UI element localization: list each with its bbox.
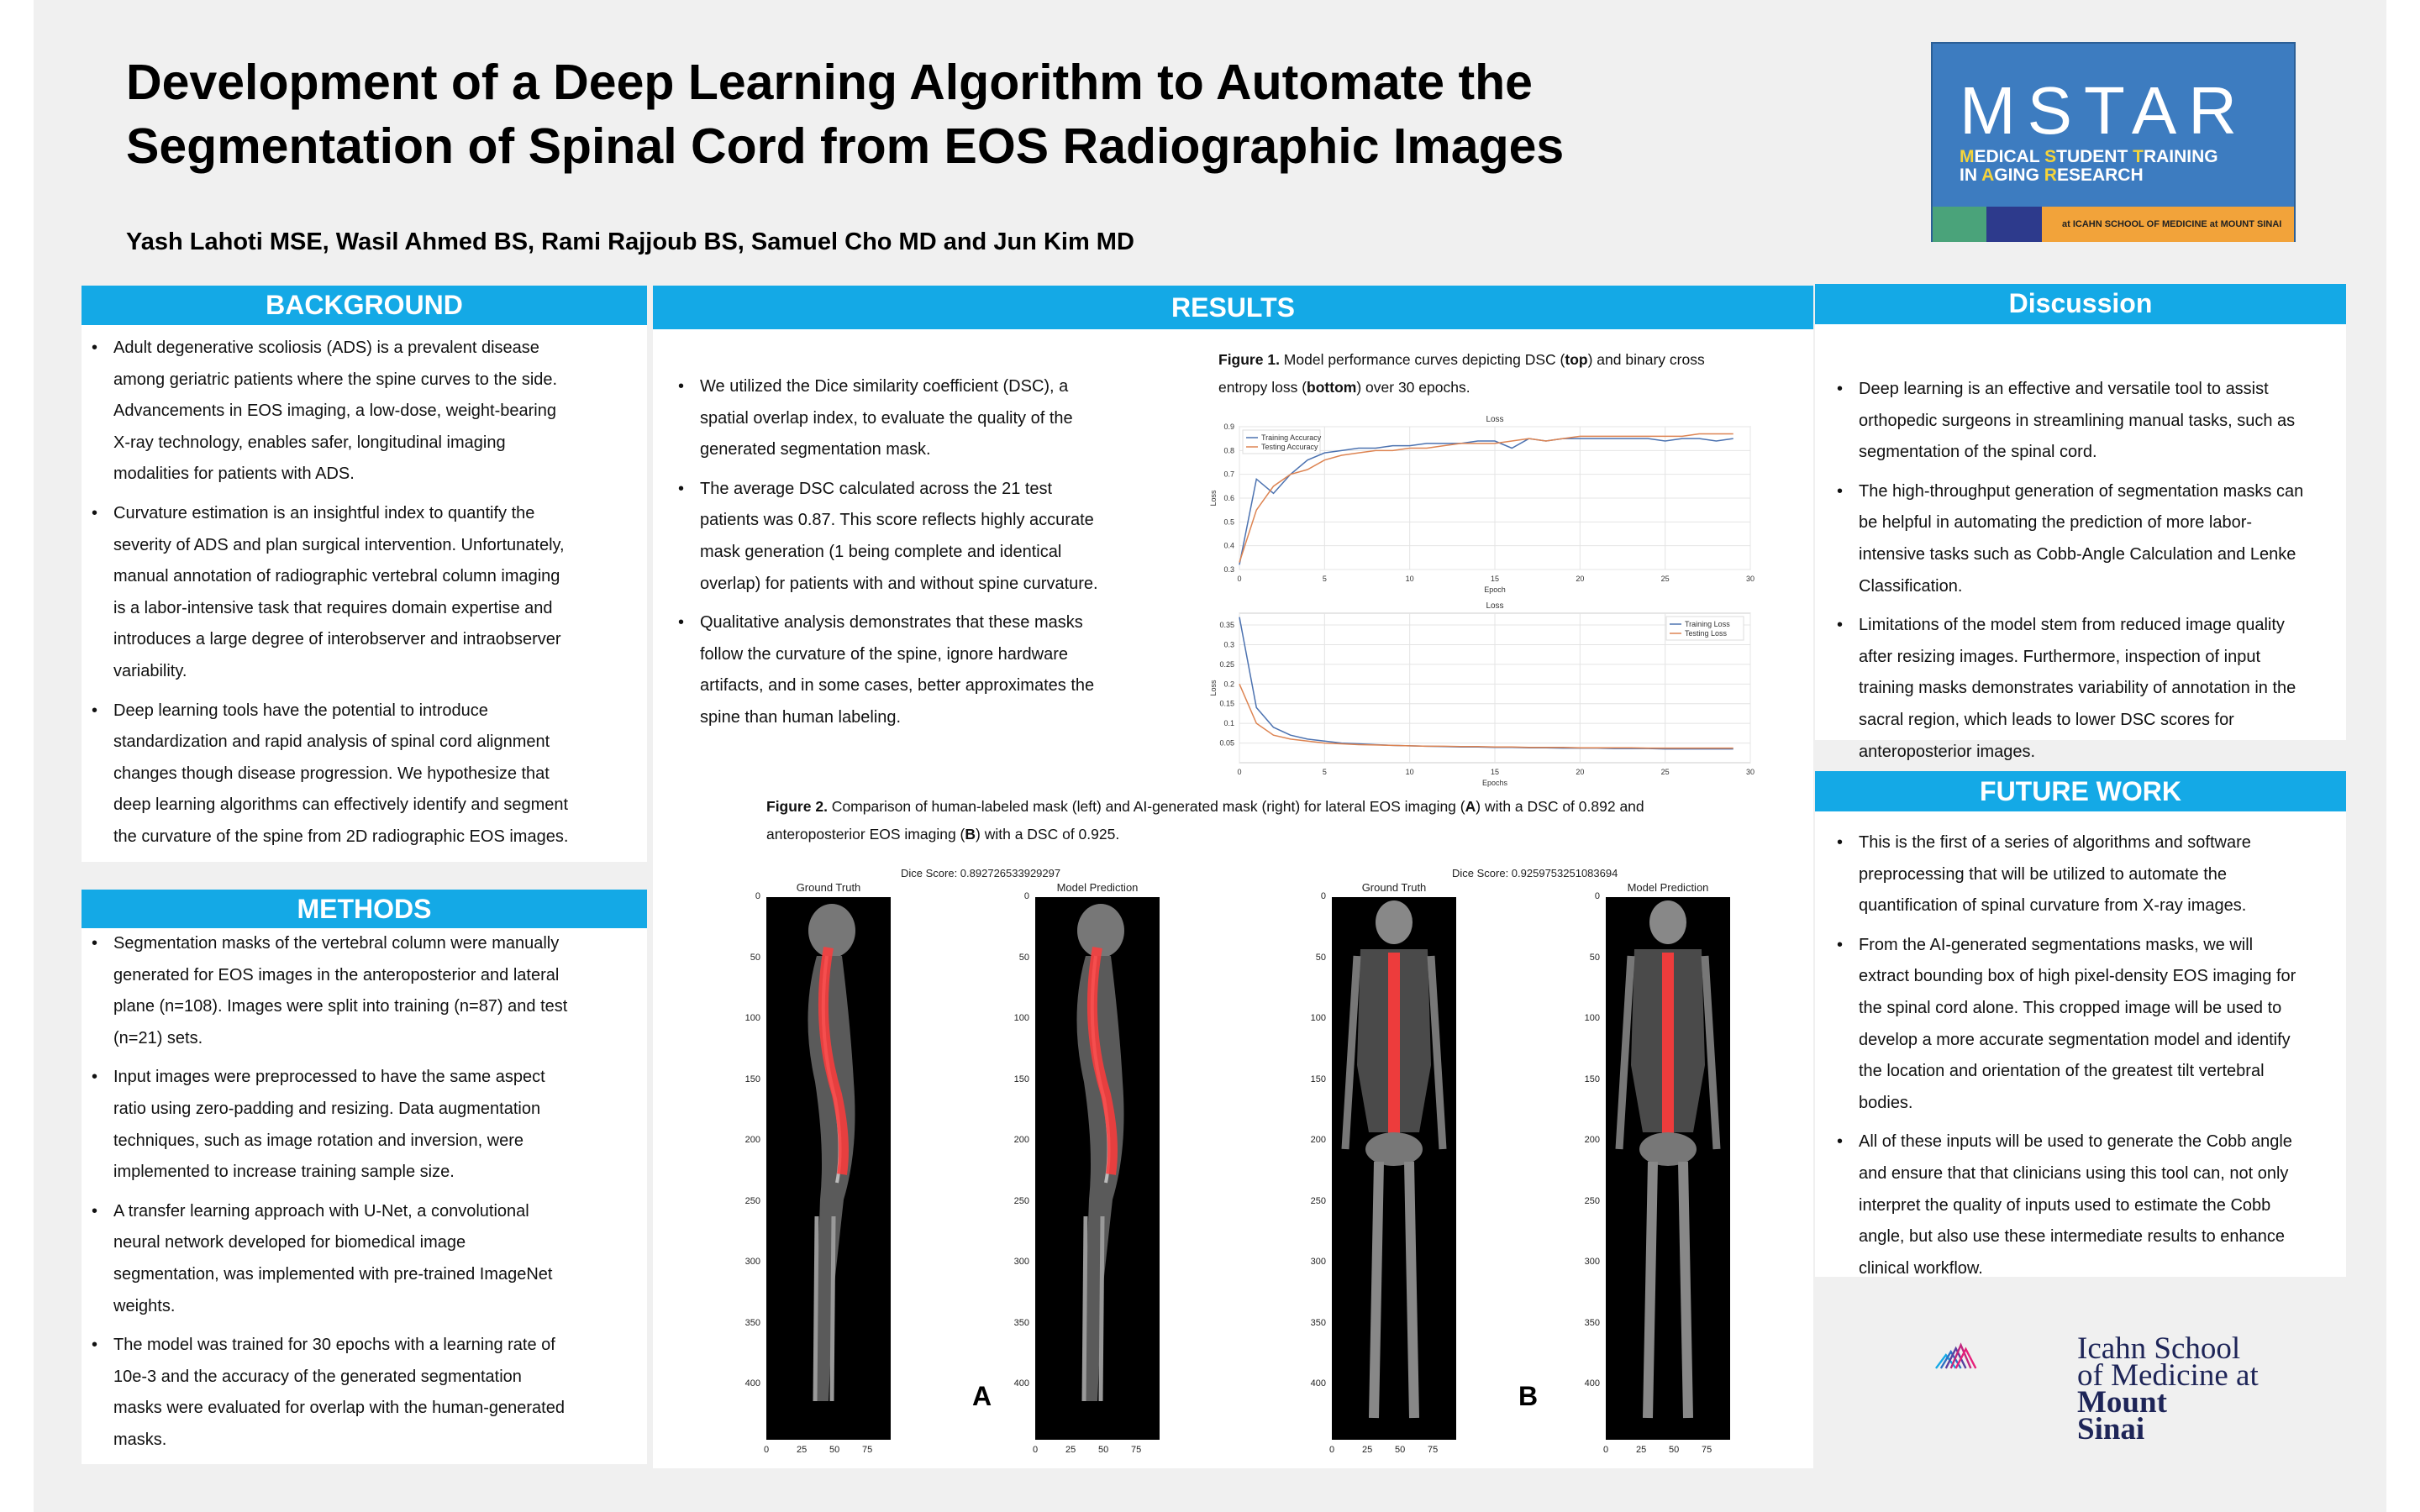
- y-tick-label: 150: [744, 1074, 760, 1084]
- icahn-line-2: of Medicine at: [2077, 1358, 2259, 1393]
- y-tick-label: 250: [1310, 1195, 1326, 1206]
- text-line: Segmentation masks of the vertebral column were manually: [113, 934, 560, 953]
- mstar-logo-text: MSTAR: [1960, 73, 2249, 148]
- y-axis-label: Loss: [1209, 680, 1218, 696]
- x-tick-label: 50: [1395, 1445, 1406, 1455]
- background-list: [82, 333, 647, 853]
- y-tick-label: 400: [1584, 1378, 1600, 1389]
- dice-score-a: Dice Score: 0.892726533929297: [901, 867, 1061, 879]
- x-tick-label: 0: [1033, 1445, 1039, 1455]
- logo-initial: M: [1960, 147, 1975, 166]
- mstar-logo-line-1: MEDICAL STUDENT TRAINING: [1960, 147, 2218, 166]
- y-tick-label: 0: [755, 891, 760, 901]
- text-line: Limitations of the model stem from reduced image quality: [1859, 616, 2285, 635]
- y-tick-label: 50: [1589, 952, 1600, 963]
- x-tick-label: 30: [1745, 768, 1755, 776]
- future-work-panel: [1815, 771, 2346, 1277]
- y-tick-label: 50: [1018, 952, 1029, 963]
- y-tick-label: 400: [744, 1378, 760, 1389]
- fig2-text-1a: Comparison of human-labeled mask (left) and AI-generated mask (right) for lateral EOS imaging (: [827, 798, 1465, 815]
- y-tick-label: 150: [1584, 1074, 1600, 1084]
- text-line: develop a more accurate segmentation model and identify: [1859, 1030, 2291, 1049]
- text-line: The high-throughput generation of segmentation masks can: [1859, 481, 2304, 501]
- logo-initial: R: [2044, 165, 2057, 185]
- text-line: the curvature of the spine from 2D radiographic EOS images.: [113, 827, 569, 846]
- y-tick-label: 0.05: [1219, 738, 1234, 748]
- future-work-heading: FUTURE WORK: [1815, 771, 2346, 811]
- y-tick-label: 350: [1310, 1317, 1326, 1328]
- fig1-bottom: bottom: [1307, 379, 1357, 396]
- text-line: the location and orientation of the greatest tilt vertebral: [1859, 1062, 2265, 1081]
- y-tick-label: 0.6: [1223, 494, 1234, 502]
- x-tick-label: 10: [1405, 575, 1414, 583]
- x-tick-label: 25: [1065, 1445, 1076, 1455]
- text-line: modalities for patients with ADS.: [113, 465, 355, 484]
- text-line: Adult degenerative scoliosis (ADS) is a prevalent disease: [113, 339, 539, 357]
- poster: [34, 0, 2386, 1512]
- list-item: [1827, 827, 2346, 922]
- text-line: Input images were preprocessed to have the same aspect: [113, 1068, 545, 1087]
- text-line: spatial overlap index, to evaluate the quality of the: [700, 408, 1073, 428]
- text-line: severity of ADS and plan surgical intervention. Unfortunately,: [113, 535, 565, 554]
- methods-panel: [82, 890, 647, 1464]
- fig2-label: Figure 2.: [766, 798, 828, 815]
- list-item: [1827, 930, 2346, 1120]
- text-line: angle, but also use these intermediate results to enhance: [1859, 1227, 2285, 1247]
- text-line: deep learning algorithms can effectively identify and segment: [113, 795, 569, 815]
- poster-title: [126, 50, 1857, 178]
- text-line: implemented to increase training sample size.: [113, 1163, 455, 1182]
- y-tick-label: 100: [1013, 1013, 1029, 1023]
- text-line: A transfer learning approach with U-Net, a convolutional: [113, 1201, 529, 1221]
- text-line: We utilized the Dice similarity coefficient (DSC), a: [700, 377, 1069, 396]
- results-heading: RESULTS: [653, 286, 1813, 329]
- mstar-logo-stripe: [1933, 207, 2294, 242]
- y-tick-label: 300: [1013, 1257, 1029, 1267]
- y-tick-label: 200: [1310, 1135, 1326, 1145]
- text-line: Qualitative analysis demonstrates that these masks: [700, 613, 1083, 633]
- y-tick-label: 0.7: [1223, 470, 1234, 479]
- authors: Yash Lahoti MSE, Wasil Ahmed BS, Rami Rajjoub BS, Samuel Cho MD and Jun Kim MD: [126, 228, 1134, 255]
- text-line: spine than human labeling.: [700, 707, 902, 727]
- text-line: extract bounding box of high pixel-density EOS imaging for: [1859, 967, 2296, 986]
- list-item: [82, 696, 647, 853]
- y-tick-label: 200: [744, 1135, 760, 1145]
- legend-label: Training Loss: [1685, 620, 1730, 628]
- title-line-1: Development of a Deep Learning Algorithm to Automate the: [126, 55, 1533, 110]
- x-axis-label: Epochs: [1481, 779, 1508, 787]
- x-tick-label: 20: [1576, 575, 1585, 583]
- mstar-logo: [1931, 42, 2296, 242]
- background-heading: BACKGROUND: [82, 286, 647, 325]
- text-line: masks were evaluated for overlap with the human-generated: [113, 1399, 565, 1418]
- y-tick-label: 50: [1315, 952, 1326, 963]
- y-tick-label: 0.1: [1223, 719, 1234, 728]
- methods-list: [82, 928, 647, 1457]
- text-line: masks.: [113, 1430, 167, 1449]
- y-tick-label: 200: [1013, 1135, 1029, 1145]
- x-tick-label: 50: [1669, 1445, 1680, 1455]
- x-tick-label: 75: [862, 1445, 873, 1455]
- x-tick-label: 25: [1636, 1445, 1647, 1455]
- text-line: segmentation of the spinal cord.: [1859, 443, 2097, 462]
- y-tick-label: 0.35: [1219, 621, 1234, 630]
- stripe-navy: [1986, 207, 2042, 242]
- x-tick-label: 0: [764, 1445, 770, 1455]
- x-tick-label: 10: [1405, 768, 1414, 776]
- y-tick-label: 300: [1584, 1257, 1600, 1267]
- text-line: variability.: [113, 661, 187, 680]
- xray-body-drawing: [1332, 897, 1456, 1440]
- list-item: [1827, 1126, 2346, 1284]
- x-tick-label: 20: [1576, 768, 1585, 776]
- list-item: [1827, 476, 2346, 602]
- text-line: standardization and rapid analysis of spinal cord alignment: [113, 732, 550, 752]
- xray-body-drawing: [1035, 897, 1160, 1440]
- y-tick-label: 0.4: [1223, 541, 1234, 550]
- x-axis-label: Epoch: [1484, 585, 1506, 594]
- text-line: mask generation (1 being complete and identical: [700, 542, 1062, 561]
- text-line: neural network developed for biomedical image: [113, 1233, 466, 1252]
- chart-title: Loss: [1486, 601, 1504, 611]
- dice-score-b: Dice Score: 0.9259753251083694: [1452, 867, 1618, 879]
- text-line: segmentation, was implemented with pre-trained ImageNet: [113, 1264, 553, 1284]
- text-line: introduces a large degree of interobserver and intraobserver: [113, 630, 561, 649]
- text-line: changes though disease progression. We hypothesize that: [113, 764, 550, 783]
- y-tick-label: 100: [1584, 1013, 1600, 1023]
- chart-title: Loss: [1486, 415, 1504, 424]
- legend-label: Testing Loss: [1685, 629, 1728, 638]
- logo-initial: I: [1960, 165, 1965, 185]
- y-tick-label: 350: [1584, 1317, 1600, 1328]
- y-tick-label: 0.3: [1223, 565, 1234, 574]
- fig2-b: B: [965, 826, 976, 843]
- text-line: follow the curvature of the spine, ignore hardware: [700, 644, 1069, 664]
- x-tick-label: 50: [1098, 1445, 1109, 1455]
- results-panel: [653, 286, 1813, 1468]
- logo-initial: A: [1981, 165, 1995, 185]
- x-tick-label: 5: [1322, 768, 1327, 776]
- y-tick-label: 150: [1013, 1074, 1029, 1084]
- background-panel: [82, 286, 647, 862]
- icahn-logo-mark: [1933, 1327, 2059, 1403]
- x-tick-label: 50: [829, 1445, 840, 1455]
- y-tick-label: 300: [744, 1257, 760, 1267]
- y-tick-label: 0: [1023, 891, 1029, 901]
- y-tick-label: 200: [1584, 1135, 1600, 1145]
- y-tick-label: 0.2: [1223, 680, 1234, 689]
- y-tick-label: 300: [1310, 1257, 1326, 1267]
- text-line: is a labor-intensive task that requires domain expertise and: [113, 598, 553, 617]
- xray-body-drawing: [766, 897, 891, 1440]
- mstar-logo-line-2: IN AGING RESEARCH: [1960, 165, 2144, 185]
- fig2-text-2a: anteroposterior EOS imaging (: [766, 826, 965, 843]
- y-tick-label: 0.15: [1219, 699, 1234, 708]
- y-tick-label: 400: [1310, 1378, 1326, 1389]
- stripe-text: at ICAHN SCHOOL OF MEDICINE at MOUNT SINAI: [2042, 207, 2294, 242]
- y-tick-label: 50: [750, 952, 760, 963]
- logo-initial: T: [2133, 147, 2144, 166]
- text-line: Advancements in EOS imaging, a low-dose, weight-bearing: [113, 402, 556, 421]
- y-tick-label: 350: [744, 1317, 760, 1328]
- y-tick-label: 250: [1584, 1195, 1600, 1206]
- legend-label: Training Accuracy: [1261, 433, 1322, 442]
- text-line: orthopedic surgeons in streamlining manual tasks, such as: [1859, 411, 2296, 430]
- list-item: [82, 1330, 647, 1456]
- figure-2: [653, 286, 1813, 1468]
- x-tick-label: 75: [1702, 1445, 1712, 1455]
- fig1-text-1b: ) and binary cross: [1587, 351, 1705, 368]
- icahn-line-4: Sinai: [2077, 1412, 2145, 1446]
- lateral-xray-image: [1035, 897, 1160, 1440]
- y-tick-label: 0.8: [1223, 446, 1234, 455]
- list-item: [1827, 610, 2346, 768]
- text-line: preprocessing that will be utilized to automate the: [1859, 864, 2228, 884]
- x-tick-label: 5: [1322, 575, 1327, 583]
- text-line: interpret the quality of inputs used to estimate the Cobb: [1859, 1195, 2271, 1215]
- text-line: quantification of spinal curvature from X-ray images.: [1859, 896, 2247, 916]
- icahn-logo-text: [2077, 1331, 2259, 1446]
- icahn-line-3: Mount: [2077, 1385, 2167, 1420]
- fig1-text-2b: ) over 30 epochs.: [1356, 379, 1470, 396]
- x-tick-label: 25: [1660, 768, 1670, 776]
- text-line: Curvature estimation is an insightful index to quantify the: [113, 503, 535, 522]
- y-tick-label: 0.9: [1223, 423, 1234, 431]
- title-line-2: Segmentation of Spinal Cord from EOS Radiographic Images: [126, 118, 1565, 174]
- text-line: be helpful in automating the prediction of more labor-: [1859, 513, 2253, 533]
- list-item: [82, 1196, 647, 1322]
- discussion-heading: Discussion: [1815, 284, 2346, 324]
- y-tick-label: 0.5: [1223, 517, 1234, 527]
- text-line: generated for EOS images in the anteroposterior and lateral: [113, 965, 560, 984]
- icahn-line-1: Icahn School: [2077, 1331, 2241, 1366]
- text-line: patients was 0.87. This score reflects highly accurate: [700, 511, 1094, 530]
- text-line: clinical workflow.: [1859, 1258, 1983, 1278]
- text-line: the spinal cord alone. This cropped image will be used to: [1859, 998, 2282, 1017]
- text-line: X-ray technology, enables safer, longitudinal imaging: [113, 433, 506, 452]
- x-tick-label: 25: [797, 1445, 808, 1455]
- x-tick-label: 25: [1660, 575, 1670, 583]
- y-tick-label: 400: [1013, 1378, 1029, 1389]
- panel-letter-a: A: [972, 1381, 992, 1411]
- y-tick-label: 100: [744, 1013, 760, 1023]
- text-line: ratio using zero-padding and resizing. Data augmentation: [113, 1099, 541, 1118]
- x-tick-label: 0: [1329, 1445, 1335, 1455]
- text-line: sacral region, which leads to lower DSC scores for: [1859, 710, 2234, 729]
- xray-panel-label: Ground Truth: [1361, 881, 1427, 894]
- text-line: All of these inputs will be used to generate the Cobb angle: [1859, 1132, 2292, 1152]
- y-tick-label: 250: [744, 1195, 760, 1206]
- y-tick-label: 150: [1310, 1074, 1326, 1084]
- text-line: intensive tasks such as Cobb-Angle Calculation and Lenke: [1859, 544, 2296, 564]
- text-line: artifacts, and in some cases, better approximates the: [700, 676, 1095, 696]
- text-line: among geriatric patients where the spine curves to the side.: [113, 370, 558, 389]
- text-line: This is the first of a series of algorithms and software: [1859, 833, 2251, 852]
- text-line: weights.: [113, 1296, 176, 1315]
- text-line: bodies.: [1859, 1093, 1913, 1112]
- list-item: [82, 333, 647, 491]
- x-tick-label: 15: [1490, 768, 1500, 776]
- text-line: training masks demonstrates variability of annotation in the: [1859, 679, 2296, 698]
- anteroposterior-xray-image: [1606, 897, 1730, 1440]
- text-line: Deep learning is an effective and versatile tool to assist: [1859, 380, 2269, 398]
- text-line: The model was trained for 30 epochs with a learning rate of: [113, 1336, 555, 1355]
- lateral-xray-image: [766, 897, 891, 1440]
- text-line: 10e-3 and the accuracy of the generated segmentation: [113, 1367, 522, 1386]
- fig1-top: top: [1565, 351, 1588, 368]
- anteroposterior-xray-image: [1332, 897, 1456, 1440]
- fig2-a: A: [1465, 798, 1476, 815]
- list-item: [1827, 374, 2346, 469]
- text-line: manual annotation of radiographic vertebral column imaging: [113, 567, 560, 586]
- discussion-list: [1827, 374, 2346, 768]
- text-line: techniques, such as image rotation and inversion, were: [113, 1131, 524, 1150]
- x-tick-label: 30: [1745, 575, 1755, 583]
- xray-panel-label: Ground Truth: [796, 881, 861, 894]
- text-line: Classification.: [1859, 576, 1963, 596]
- text-line: generated segmentation mask.: [700, 440, 931, 459]
- list-item: [82, 928, 647, 1054]
- x-tick-label: 0: [1237, 575, 1242, 583]
- fig1-label: Figure 1.: [1218, 351, 1280, 368]
- text-line: The average DSC calculated across the 21 test: [700, 479, 1053, 498]
- legend-label: Testing Accuracy: [1261, 443, 1318, 451]
- xray-body-drawing: [1606, 897, 1730, 1440]
- y-tick-label: 350: [1013, 1317, 1029, 1328]
- x-tick-label: 0: [1603, 1445, 1609, 1455]
- list-item: [82, 1062, 647, 1188]
- fig2-text-1b: ) with a DSC of 0.892 and: [1476, 798, 1644, 815]
- x-tick-label: 25: [1362, 1445, 1373, 1455]
- text-line: Deep learning tools have the potential to introduce: [113, 701, 488, 720]
- xray-panel-label: Model Prediction: [1056, 881, 1139, 894]
- x-tick-label: 15: [1490, 575, 1500, 583]
- future-work-list: [1827, 827, 2346, 1284]
- y-tick-label: 100: [1310, 1013, 1326, 1023]
- x-tick-label: 0: [1237, 768, 1242, 776]
- y-axis-label: Loss: [1209, 490, 1218, 507]
- text-line: From the AI-generated segmentations masks, we will: [1859, 935, 2254, 954]
- mstar-logo-subtitle: [1960, 148, 2218, 185]
- text-line: and ensure that that clinicians using this tool can, not only: [1859, 1163, 2289, 1183]
- logo-initial: S: [2044, 147, 2057, 166]
- fig2-text-2b: ) with a DSC of 0.925.: [976, 826, 1120, 843]
- text-line: (n=21) sets.: [113, 1028, 203, 1047]
- fig1-text-1a: Model performance curves depicting DSC (: [1279, 351, 1565, 368]
- text-line: overlap) for patients with and without spine curvature.: [700, 574, 1098, 593]
- x-tick-label: 75: [1131, 1445, 1142, 1455]
- y-tick-label: 0: [1594, 891, 1600, 901]
- panel-letter-b: B: [1518, 1381, 1539, 1411]
- text-line: plane (n=108). Images were split into training (n=87) and test: [113, 997, 568, 1016]
- x-tick-label: 75: [1428, 1445, 1439, 1455]
- fig1-text-2a: entropy loss (: [1218, 379, 1307, 396]
- list-item: [82, 498, 647, 688]
- discussion-panel: [1815, 284, 2346, 761]
- y-tick-label: 0.3: [1223, 640, 1234, 649]
- y-tick-label: 0: [1320, 891, 1326, 901]
- stripe-green: [1933, 207, 1986, 242]
- methods-heading: METHODS: [82, 890, 647, 928]
- text-line: after resizing images. Furthermore, inspection of input: [1859, 647, 2260, 666]
- y-tick-label: 0.25: [1219, 659, 1234, 669]
- y-tick-label: 250: [1013, 1195, 1029, 1206]
- text-line: anteroposterior images.: [1859, 742, 2036, 761]
- xray-panel-label: Model Prediction: [1627, 881, 1709, 894]
